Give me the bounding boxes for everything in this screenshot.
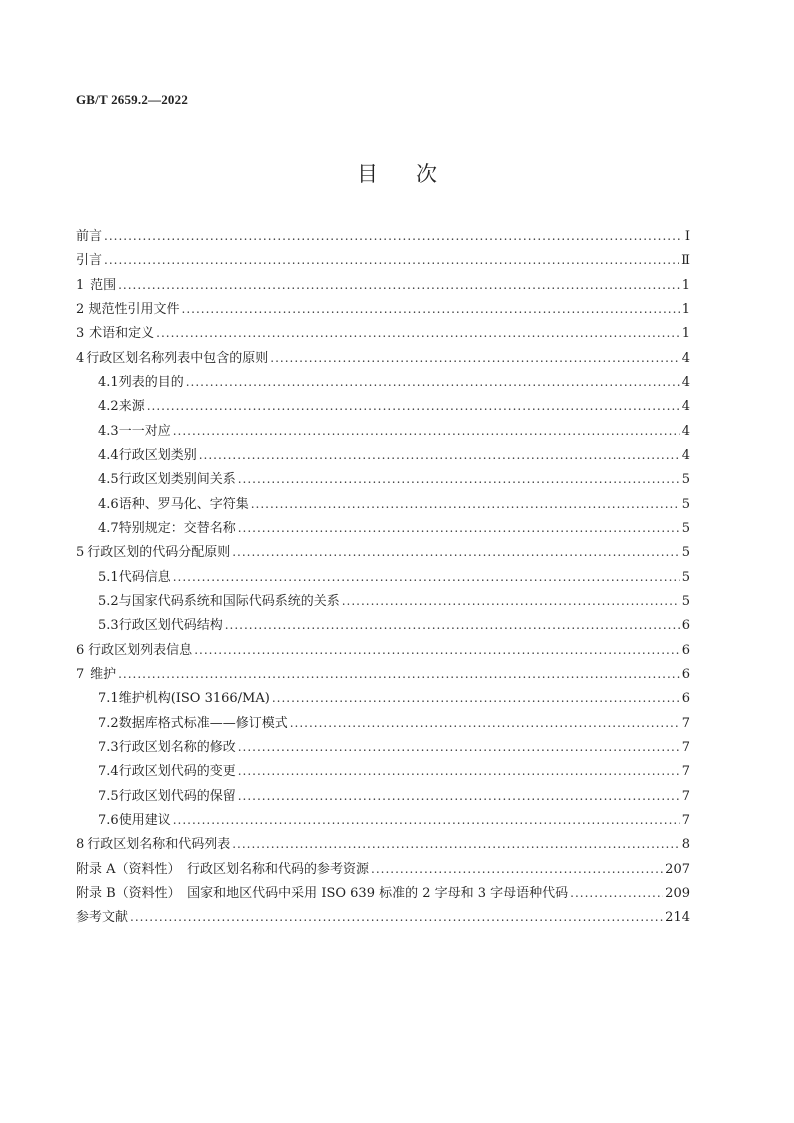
toc-entry-number: 7 (76, 666, 85, 682)
toc-entry-number: 5.1 (98, 569, 119, 585)
toc-entry[interactable] (76, 540, 690, 564)
toc-leader-dots (342, 589, 680, 613)
toc-entry[interactable] (76, 589, 690, 613)
toc-entry-page: 1 (681, 277, 690, 293)
toc-entry[interactable] (76, 467, 690, 491)
toc-entry-page: 6 (681, 618, 690, 634)
standard-code: GB/T 2659.2—2022 (76, 92, 189, 107)
toc-entry-page: 5 (681, 472, 690, 488)
toc-entry-label: 术语和定义 (89, 326, 155, 342)
toc-entry-number: 2 (76, 301, 85, 317)
toc-entry-number: 4.5 (98, 472, 119, 488)
toc-entry-number: 7.1 (98, 691, 119, 707)
toc-entry-label: 行政区划名称和代码列表 (87, 837, 231, 853)
toc-entry-page: 7 (681, 764, 690, 780)
toc-entry[interactable] (76, 905, 690, 929)
toc-entry-number: 7.5 (98, 788, 119, 804)
toc-entry-page: 214 (665, 910, 690, 926)
toc-entry-page: 7 (681, 715, 690, 731)
toc-entry-label: 语种、罗马化、字符集 (118, 496, 249, 512)
toc-entry-label: 附录 A（资料性） 行政区划名称和代码的参考资源 (76, 861, 370, 877)
toc-entry-number: 4.3 (98, 423, 119, 439)
toc-entry-page: 5 (681, 569, 690, 585)
toc-leader-dots (173, 565, 680, 589)
toc-entry[interactable] (76, 711, 690, 735)
toc-leader-dots (173, 808, 680, 832)
toc-entry[interactable] (76, 419, 690, 443)
toc-entry-page: 4 (681, 350, 690, 366)
toc-entry-number: 7.4 (98, 764, 119, 780)
toc-entry[interactable] (76, 273, 690, 297)
toc-leader-dots (104, 248, 679, 272)
toc-entry-number: 4.2 (98, 399, 119, 415)
toc-entry-label: 特别规定：交替名称 (118, 520, 236, 536)
toc-entry-label: 一一对应 (118, 423, 171, 439)
toc-leader-dots (182, 297, 680, 321)
toc-leader-dots (225, 613, 680, 637)
toc-entry-label: 数据库格式标准——修订模式 (118, 715, 288, 731)
toc-entry-page: 209 (665, 885, 690, 901)
toc-entry-number: 4 (76, 350, 85, 366)
toc-entry-label: 行政区划代码的变更 (118, 764, 236, 780)
toc-entry-page: 4 (681, 399, 690, 415)
toc-leader-dots (371, 857, 663, 881)
toc-entry-label: 附录 B（资料性） 国家和地区代码中采用 ISO 639 标准的 2 字母和 3 字母语种代码 (76, 885, 569, 901)
toc-entry-page: 5 (681, 520, 690, 536)
toc-entry[interactable] (76, 784, 690, 808)
toc-entry-label: 参考文献 (76, 910, 129, 926)
toc-entry-number: 5.2 (98, 593, 119, 609)
toc-entry-page: 7 (681, 788, 690, 804)
toc-entry[interactable] (76, 443, 690, 467)
toc-entry-label: 维护 (90, 666, 117, 682)
toc-leader-dots (251, 492, 680, 516)
toc-entry-label: 行政区划的代码分配原则 (87, 545, 231, 561)
toc-entry[interactable] (76, 516, 690, 540)
toc-entry-page: 4 (681, 447, 690, 463)
toc-entry-page: 7 (681, 739, 690, 755)
toc-entry[interactable] (76, 881, 690, 905)
toc-entry[interactable] (76, 492, 690, 516)
toc-leader-dots (104, 224, 683, 248)
toc-entry-label: 维护机构(ISO 3166/MA) (118, 691, 270, 707)
toc-entry-page: 5 (681, 593, 690, 609)
page-title: 目次 (357, 162, 475, 186)
toc-entry-page: 7 (681, 812, 690, 828)
toc-leader-dots (186, 370, 680, 394)
toc-entry[interactable] (76, 224, 690, 248)
toc-entry-label: 来源 (118, 399, 145, 415)
toc-entry-number: 8 (76, 837, 85, 853)
toc-entry-label: 前言 (76, 229, 103, 244)
toc-entry-page: 1 (681, 301, 690, 317)
toc-entry-number: 4.1 (98, 374, 119, 390)
toc-leader-dots (238, 735, 680, 759)
toc-entry[interactable] (76, 394, 690, 418)
toc-entry-page: 4 (681, 423, 690, 439)
toc-entry[interactable] (76, 759, 690, 783)
toc-entry-label: 列表的目的 (118, 374, 184, 390)
toc-entry[interactable] (76, 735, 690, 759)
toc-entry-label: 范围 (90, 277, 117, 293)
toc-entry[interactable] (76, 662, 690, 686)
toc-entry-label: 与国家代码系统和国际代码系统的关系 (118, 593, 340, 609)
toc-entry[interactable] (76, 857, 690, 881)
toc-leader-dots (173, 419, 680, 443)
toc-entry-number: 6 (76, 642, 85, 658)
toc-entry-page: 6 (681, 691, 690, 707)
toc-entry-page: 207 (665, 861, 690, 877)
toc-leader-dots (232, 540, 679, 564)
toc-leader-dots (570, 881, 663, 905)
toc-entry-number: 5.3 (98, 618, 119, 634)
toc-leader-dots (272, 686, 680, 710)
toc-entry-page: 6 (681, 666, 690, 682)
toc-entry-number: 1 (76, 277, 85, 293)
toc-leader-dots (238, 759, 680, 783)
toc-entry-page: 5 (681, 545, 690, 561)
toc-entry-number: 4.6 (98, 496, 119, 512)
table-of-contents (76, 224, 690, 930)
toc-entry-number: 4.7 (98, 520, 119, 536)
toc-leader-dots (238, 467, 680, 491)
toc-entry-page: 4 (681, 374, 690, 390)
toc-entry[interactable] (76, 686, 690, 710)
toc-entry-label: 行政区划代码的保留 (118, 788, 236, 804)
toc-leader-dots (232, 832, 679, 856)
toc-entry-label: 代码信息 (118, 569, 171, 585)
toc-entry-page: 1 (681, 326, 690, 342)
toc-entry-page: Ⅱ (681, 253, 690, 269)
toc-entry[interactable] (76, 248, 690, 272)
toc-entry-label: 行政区划列表信息 (88, 642, 193, 658)
toc-entry[interactable] (76, 346, 690, 370)
toc-entry[interactable] (76, 321, 690, 345)
toc-leader-dots (147, 394, 680, 418)
toc-leader-dots (199, 443, 680, 467)
toc-entry[interactable] (76, 832, 690, 856)
toc-entry-number: 3 (76, 326, 85, 342)
toc-entry[interactable] (76, 638, 690, 662)
toc-entry-label: 行政区划名称列表中包含的原则 (86, 350, 269, 366)
toc-entry-label: 规范性引用文件 (88, 301, 180, 317)
toc-entry-number: 7.2 (98, 715, 119, 731)
toc-entry-label: 行政区划类别 (118, 447, 197, 463)
toc-entry-label: 行政区划名称的修改 (118, 739, 236, 755)
toc-entry-page: 5 (681, 496, 690, 512)
toc-entry-number: 7.6 (98, 812, 119, 828)
toc-entry-label: 使用建议 (118, 812, 171, 828)
toc-entry[interactable] (76, 613, 690, 637)
toc-leader-dots (270, 346, 679, 370)
toc-entry[interactable] (76, 370, 690, 394)
toc-leader-dots (156, 321, 680, 345)
toc-leader-dots (238, 516, 680, 540)
toc-leader-dots (130, 905, 663, 929)
toc-entry-page: 8 (681, 837, 690, 853)
toc-entry-number: 5 (76, 545, 85, 561)
toc-entry-label: 行政区划代码结构 (118, 618, 223, 634)
toc-leader-dots (118, 662, 680, 686)
toc-entry[interactable] (76, 565, 690, 589)
toc-entry-page: 6 (681, 642, 690, 658)
toc-entry-label: 行政区划类别间关系 (118, 472, 236, 488)
toc-entry-page: Ⅰ (684, 229, 690, 244)
toc-entry-number: 4.4 (98, 447, 119, 463)
toc-entry-number: 7.3 (98, 739, 119, 755)
toc-entry[interactable] (76, 297, 690, 321)
toc-entry[interactable] (76, 808, 690, 832)
toc-entry-label: 引言 (76, 253, 103, 269)
toc-leader-dots (238, 784, 680, 808)
toc-leader-dots (194, 638, 680, 662)
toc-leader-dots (290, 711, 680, 735)
toc-leader-dots (118, 273, 680, 297)
